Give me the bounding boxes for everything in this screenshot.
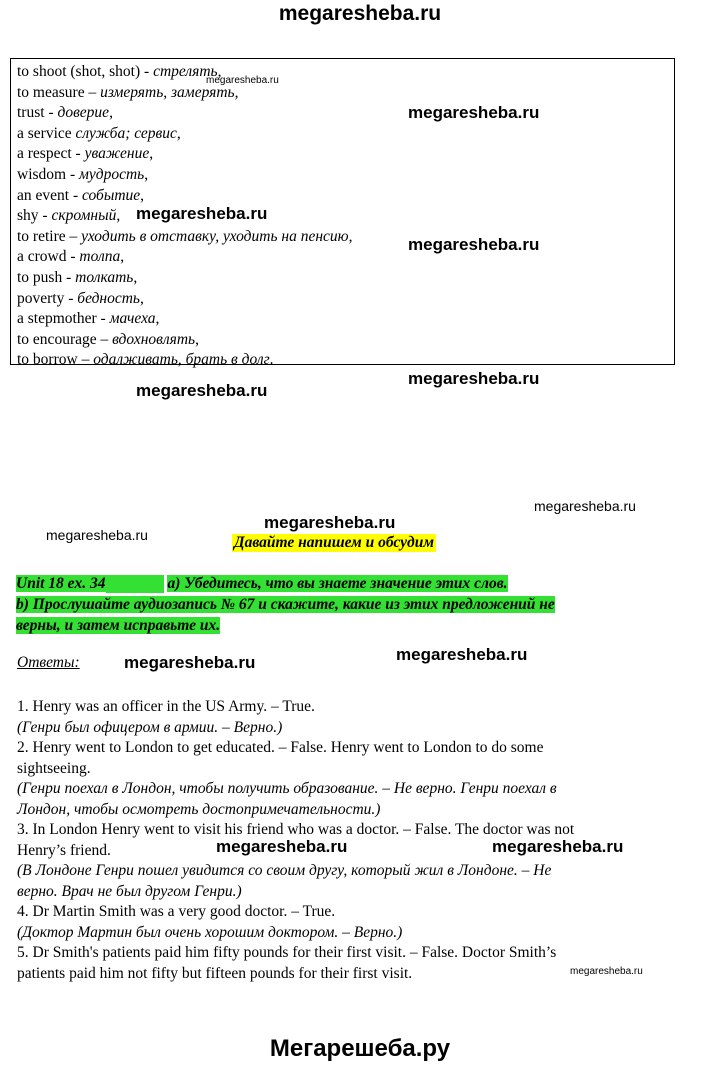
vocab-punct: , xyxy=(133,268,138,286)
vocab-line xyxy=(17,186,668,207)
answer-translation: (Доктор Мартин был очень хорошим доктором. – Верно.) xyxy=(17,923,403,941)
vocab-punct: , xyxy=(195,330,199,348)
answer-translation: (Генри поехал в Лондон, чтобы получить образование. – Не верно. Генри поехал в xyxy=(17,780,557,797)
vocab-line xyxy=(17,83,668,104)
vocab-russian: скромный xyxy=(51,207,117,225)
vocab-line xyxy=(17,103,668,124)
vocab-english: a crowd xyxy=(17,248,67,266)
vocab-english: shy xyxy=(17,207,39,225)
task-line-2 xyxy=(16,596,555,614)
answer-statement: Henry’s friend. xyxy=(17,841,111,859)
vocab-punct: , xyxy=(234,83,239,101)
vocab-separator: – xyxy=(96,330,113,348)
answer-statement: sightseeing. xyxy=(17,759,91,777)
vocab-punct: , xyxy=(176,124,181,142)
vocab-separator: - xyxy=(44,104,58,122)
vocab-punct: , xyxy=(109,104,113,122)
vocab-russian: вдохновлять xyxy=(112,330,196,348)
answer-statement: 4. Dr Martin Smith was a very good doctor. – True. xyxy=(17,903,336,920)
vocab-line xyxy=(17,206,668,227)
watermark: megaresheba.ru xyxy=(46,527,148,543)
footer-title: Мегарешеба.ру xyxy=(269,1035,451,1062)
vocab-separator: - xyxy=(96,310,110,328)
answer-translation: верно. Врач не был другом Генри.) xyxy=(17,882,242,900)
vocab-russian: доверие xyxy=(57,104,110,122)
vocab-line xyxy=(17,144,668,165)
vocab-separator: - xyxy=(66,165,80,183)
vocab-separator: - xyxy=(69,186,82,204)
task-line-3 xyxy=(16,617,220,635)
watermark: megaresheba.ru xyxy=(136,381,268,400)
vocab-punct: , xyxy=(139,289,144,307)
vocab-russian: мачеха xyxy=(109,310,156,328)
answer-statement: 1. Henry was an officer in the US Army. – True. xyxy=(17,698,315,715)
vocab-separator: - xyxy=(64,289,78,307)
vocab-separator: - xyxy=(62,268,76,286)
vocab-english: to retire xyxy=(17,227,66,245)
vocab-russian: толкать xyxy=(75,268,134,286)
watermark: megaresheba.ru xyxy=(408,103,540,122)
vocab-punct: , xyxy=(120,248,125,266)
vocab-line xyxy=(17,227,668,248)
watermark: megaresheba.ru xyxy=(408,369,540,388)
answer-statement: 3. In London Henry went to visit his friend who was a doctor. – False. The doctor was not xyxy=(17,821,575,838)
vocabulary-box xyxy=(10,58,675,369)
vocab-russian: событие xyxy=(82,186,141,204)
watermark: megaresheba.ru xyxy=(216,837,348,856)
vocab-russian: служба; сервис xyxy=(75,124,177,142)
vocab-russian: одалживать, брать в долг xyxy=(93,351,270,369)
vocab-line xyxy=(17,350,668,371)
vocab-english: wisdom xyxy=(17,165,67,183)
vocab-punct: , xyxy=(149,145,154,163)
watermark: megaresheba.ru xyxy=(396,645,528,664)
vocab-russian: мудрость xyxy=(79,165,145,183)
vocab-english: an event xyxy=(17,186,70,204)
vocab-separator: – xyxy=(84,83,101,101)
vocab-russian: стрелять xyxy=(153,63,218,80)
answer-translation: Лондон, чтобы осмотреть достопримечательности.) xyxy=(17,800,381,818)
vocab-separator: - xyxy=(71,145,85,163)
watermark: megaresheba.ru xyxy=(570,966,643,977)
vocab-line xyxy=(17,62,668,83)
task-part-b-1: b) Прослушайте аудиозапись № 67 и скажите, какие из этих предложений не xyxy=(16,596,555,613)
vocab-punct: , xyxy=(155,310,160,328)
watermark: megaresheba.ru xyxy=(264,513,396,532)
vocab-separator: – xyxy=(65,227,82,245)
task-part-a: a) Убедитесь, что вы знаете значение этих слов. xyxy=(167,575,508,592)
vocab-punct: , xyxy=(217,63,222,80)
vocab-line xyxy=(17,309,668,330)
vocab-russian: бедность xyxy=(77,289,140,307)
vocab-english: a service xyxy=(17,124,72,142)
task-part-b-2: верны, и затем исправьте их. xyxy=(16,617,221,634)
vocab-punct: , xyxy=(348,227,353,245)
answer-translation: (В Лондоне Генри пошел увидится со своим другу, который жил в Лондоне. – Не xyxy=(17,862,552,879)
vocab-separator: - xyxy=(140,63,154,80)
vocab-line xyxy=(17,165,668,186)
watermark: megaresheba.ru xyxy=(124,653,256,672)
vocab-english: a stepmother xyxy=(17,310,97,328)
vocab-punct: . xyxy=(269,351,274,369)
header-watermark[interactable]: megaresheba.ru xyxy=(278,2,442,25)
vocab-line xyxy=(17,247,668,268)
task-line-1 xyxy=(16,575,508,593)
vocab-punct: , xyxy=(116,207,121,225)
vocab-english: to encourage xyxy=(17,330,97,348)
unit-label: Unit 18 ex. 34 xyxy=(16,575,106,592)
answer-statement: 2. Henry went to London to get educated. – False. Henry went to London to do some xyxy=(17,739,544,756)
vocab-separator: - xyxy=(38,207,52,225)
answers-title: Ответы: xyxy=(17,654,80,671)
vocab-line xyxy=(17,124,668,145)
vocab-separator: – xyxy=(77,351,94,369)
vocab-line xyxy=(17,289,668,310)
vocab-english: poverty xyxy=(17,289,65,307)
watermark: megaresheba.ru xyxy=(206,75,279,86)
vocab-english: to push xyxy=(17,268,63,286)
vocab-russian: уважение xyxy=(84,145,150,163)
vocab-russian: измерять, замерять xyxy=(100,83,235,101)
vocab-punct: , xyxy=(140,186,145,204)
vocab-russian: уходить в отставку, уходить на пенсию xyxy=(81,227,349,245)
vocab-russian: толпа xyxy=(79,248,121,266)
vocab-punct: , xyxy=(144,165,149,183)
section-heading: Давайте напишем и обсудим xyxy=(234,534,434,551)
answers-list xyxy=(17,697,667,984)
vocab-line xyxy=(17,268,668,289)
watermark: megaresheba.ru xyxy=(492,837,624,856)
vocab-english: to shoot (shot, shot) xyxy=(17,63,141,80)
vocab-separator: - xyxy=(66,248,80,266)
answer-statement: patients paid him not fifty but fifteen pounds for their first visit. xyxy=(17,964,413,982)
answer-statement: 5. Dr Smith's patients paid him fifty pounds for their first visit. – False. Doctor Smith’s xyxy=(17,944,557,961)
vocab-english: a respect xyxy=(17,145,72,163)
vocab-english: to borrow xyxy=(17,351,78,369)
vocab-line xyxy=(17,330,668,351)
vocab-english: to measure xyxy=(17,83,85,101)
answer-translation: (Генри был офицером в армии. – Верно.) xyxy=(17,718,283,736)
watermark: megaresheba.ru xyxy=(534,498,636,514)
watermark: megaresheba.ru xyxy=(408,235,540,254)
watermark: megaresheba.ru xyxy=(136,204,268,223)
vocab-english: trust xyxy=(17,104,45,122)
